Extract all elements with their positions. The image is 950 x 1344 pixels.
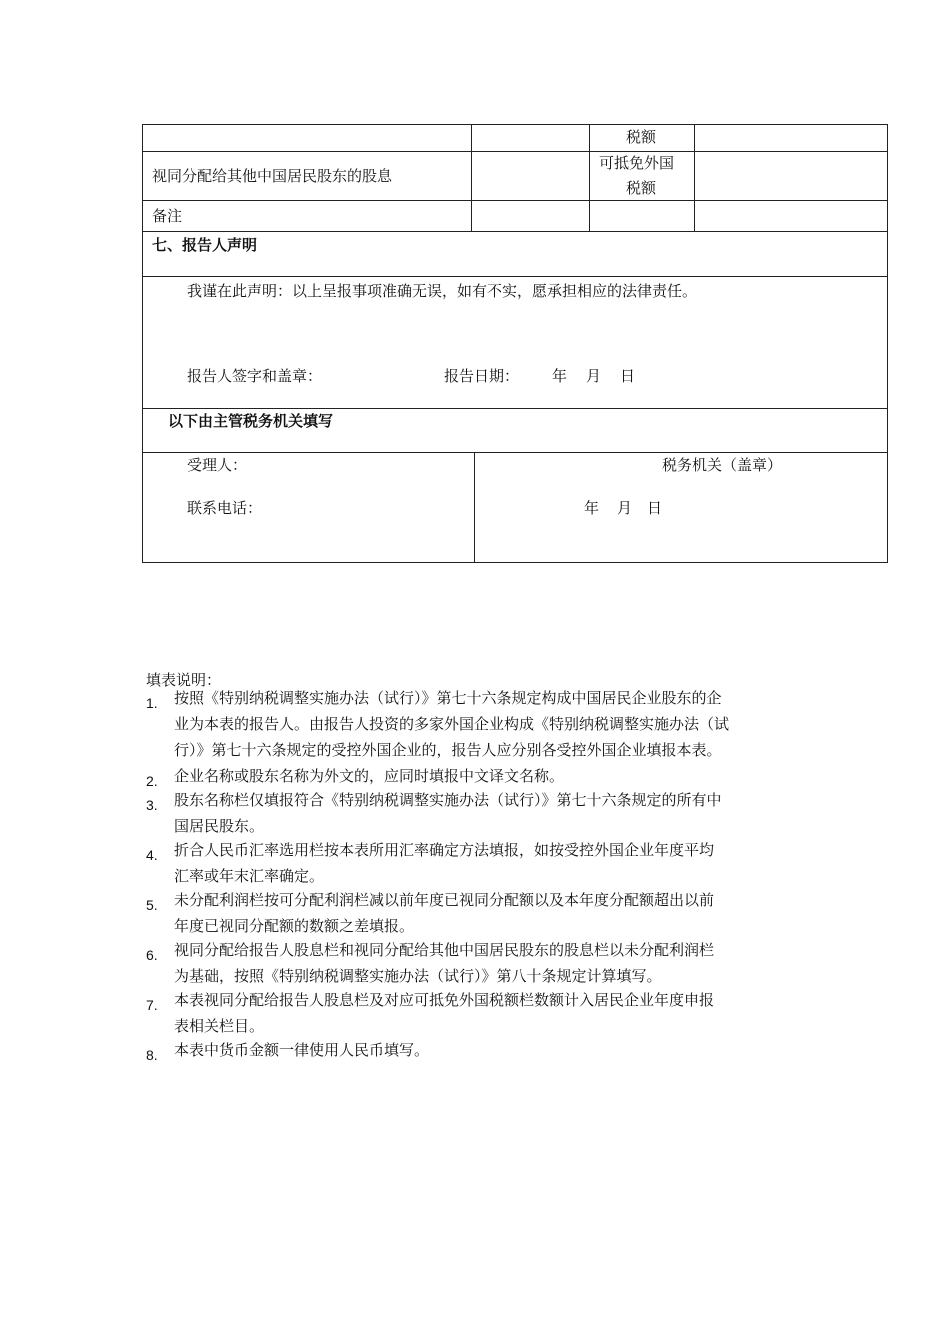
note-text: 股东名称栏仅填报符合《特别纳税调整实施办法（试行）》第七十六条规定的所有中 bbox=[174, 791, 722, 809]
note-text: 本表视同分配给报告人股息栏及对应可抵免外国税额栏数额计入居民企业年度申报 bbox=[174, 991, 715, 1009]
note-text: 国居民股东。 bbox=[174, 817, 265, 835]
note-number: 3. bbox=[146, 797, 158, 813]
note-item bbox=[146, 937, 816, 989]
table-cell-creditable-foreign-tax-line1: 可抵免外国 bbox=[599, 154, 675, 172]
note-number: 4. bbox=[146, 847, 158, 863]
notes-title: 填表说明： bbox=[146, 671, 222, 689]
note-number: 8. bbox=[146, 1047, 158, 1063]
note-item bbox=[146, 763, 816, 789]
note-number: 2. bbox=[146, 773, 158, 789]
note-text: 年度已视同分配额的数额之差填报。 bbox=[174, 917, 415, 935]
section-divider bbox=[474, 452, 475, 563]
note-item bbox=[146, 887, 816, 939]
note-number: 5. bbox=[146, 897, 158, 913]
authority-section bbox=[142, 408, 888, 563]
note-text: 视同分配给报告人股息栏和视同分配给其他中国居民股东的股息栏以未分配利润栏 bbox=[174, 941, 715, 959]
authority-title: 以下由主管税务机关填写 bbox=[168, 412, 334, 430]
note-text: 折合人民币汇率选用栏按本表所用汇率确定方法填报，如按受控外国企业年度平均 bbox=[174, 841, 715, 859]
note-item bbox=[146, 1037, 816, 1063]
table-divider bbox=[471, 124, 472, 232]
phone-label: 联系电话： bbox=[187, 499, 263, 517]
note-item bbox=[146, 837, 816, 889]
note-text: 业为本表的报告人。由报告人投资的多家外国企业构成《特别纳税调整实施办法（试 bbox=[174, 715, 730, 733]
note-number: 1. bbox=[146, 695, 158, 711]
authority-date-year: 年 bbox=[584, 499, 600, 517]
note-number: 6. bbox=[146, 947, 158, 963]
signature-label: 报告人签字和盖章： bbox=[187, 367, 323, 385]
note-text: 行）》第七十六条规定的受控外国企业的，报告人应分别各受控外国企业填报本表。 bbox=[174, 741, 722, 759]
table-cell-remarks: 备注 bbox=[152, 207, 183, 225]
table-divider bbox=[694, 124, 695, 232]
note-text: 表相关栏目。 bbox=[174, 1017, 265, 1035]
tax-authority-seal-label: 税务机关（盖章） bbox=[662, 456, 783, 474]
table-cell-dividend-other-shareholders: 视同分配给其他中国居民股东的股息 bbox=[152, 167, 393, 185]
authority-date-day: 日 bbox=[647, 499, 663, 517]
table-cell-tax-amount: 税额 bbox=[626, 128, 657, 146]
note-text: 汇率或年末汇率确定。 bbox=[174, 867, 325, 885]
report-date-year: 年 bbox=[552, 367, 568, 385]
note-item bbox=[146, 987, 816, 1039]
note-number: 7. bbox=[146, 997, 158, 1013]
report-date-month: 月 bbox=[586, 367, 602, 385]
table-divider bbox=[142, 200, 888, 201]
note-text: 企业名称或股东名称为外文的，应同时填报中文译文名称。 bbox=[174, 767, 565, 785]
note-item bbox=[146, 787, 816, 839]
receiver-label: 受理人： bbox=[187, 456, 248, 474]
note-item bbox=[146, 685, 816, 763]
note-text: 本表中货币金额一律使用人民币填写。 bbox=[174, 1041, 430, 1059]
table-divider bbox=[142, 151, 888, 152]
table-divider bbox=[589, 124, 590, 232]
authority-date-month: 月 bbox=[617, 499, 633, 517]
note-text: 为基础，按照《特别纳税调整实施办法（试行）》第八十条规定计算填写。 bbox=[174, 967, 662, 985]
table-cell-creditable-foreign-tax-line2: 税额 bbox=[626, 179, 657, 197]
section-divider bbox=[142, 452, 888, 453]
declaration-statement: 我谨在此声明：以上呈报事项准确无误，如有不实，愿承担相应的法律责任。 bbox=[187, 282, 698, 300]
note-text: 按照《特别纳税调整实施办法（试行）》第七十六条规定构成中国居民企业股东的企 bbox=[174, 689, 722, 707]
declaration-title: 七、报告人声明 bbox=[152, 236, 258, 254]
section-divider bbox=[142, 276, 888, 277]
note-text: 未分配利润栏按可分配利润栏减以前年度已视同分配额以及本年度分配额超出以前 bbox=[174, 891, 715, 909]
report-date-day: 日 bbox=[620, 367, 636, 385]
report-date-label: 报告日期： bbox=[444, 367, 520, 385]
